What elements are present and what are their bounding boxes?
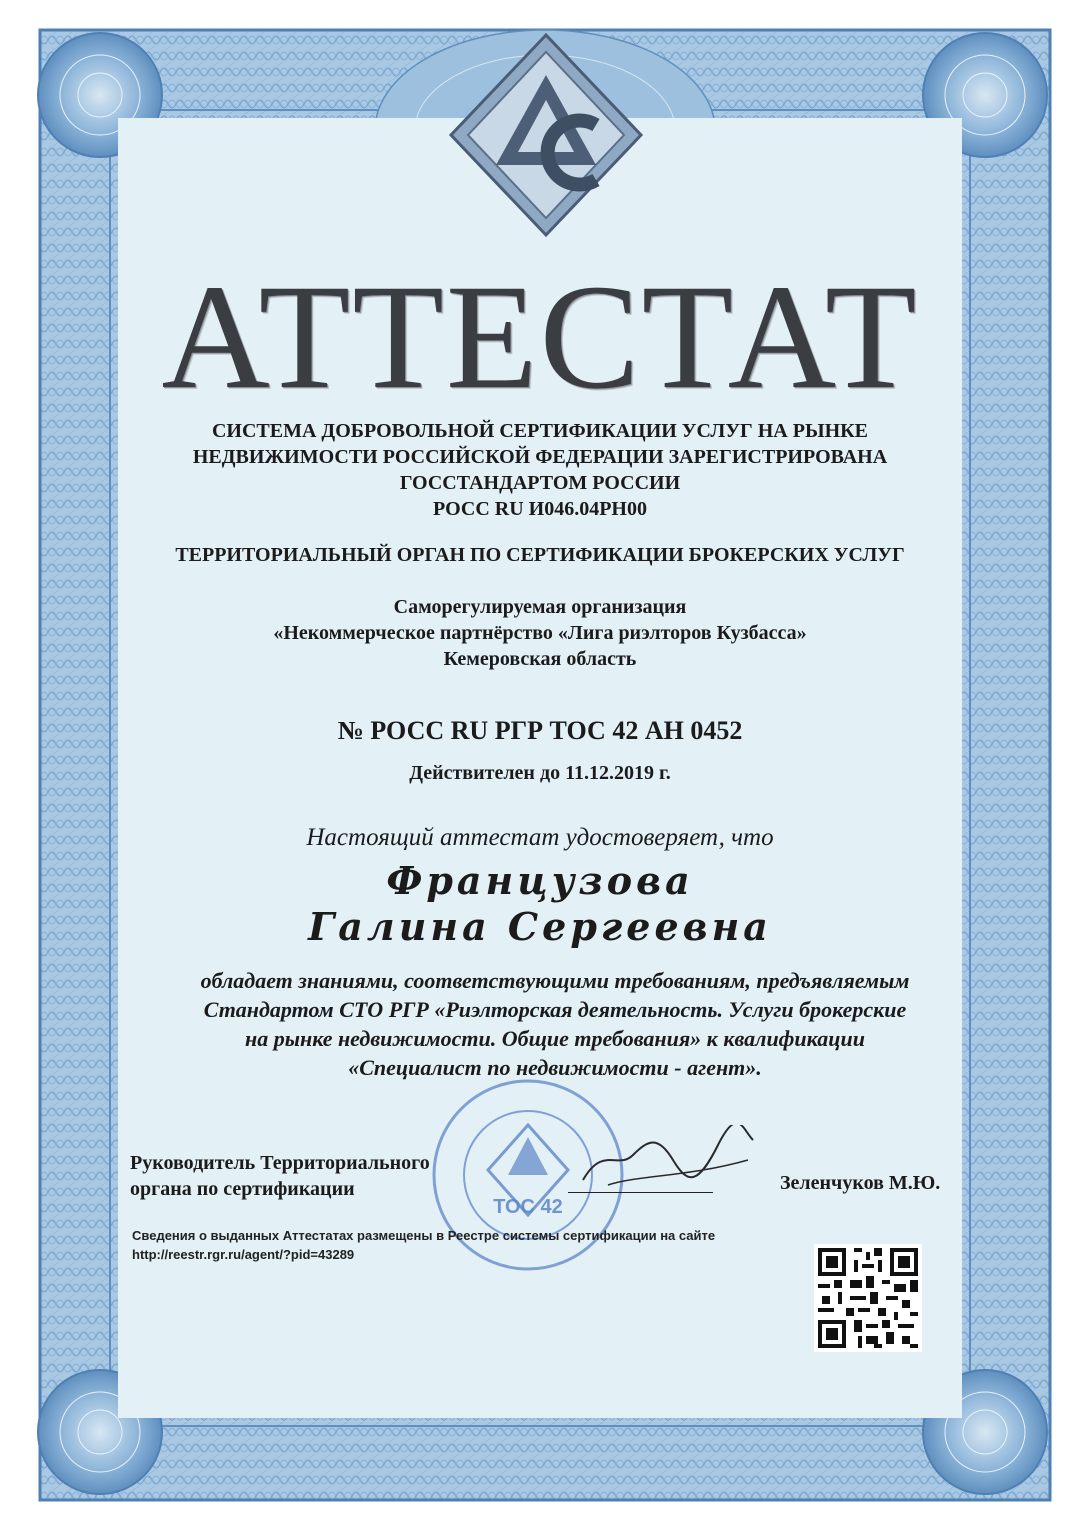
signatory-name: Зеленчуков М.Ю. [780,1172,941,1194]
body-line-2: Стандартом СТО РГР «Риэлторская деятельность. Услуги брокерские [203,997,907,1022]
valid-until: Действителен до 11.12.2019 г. [409,762,671,784]
system-line-1: СИСТЕМА ДОБРОВОЛЬНОЙ СЕРТИФИКАЦИИ УСЛУГ НА РЫНКЕ [211,420,868,442]
system-line-2: НЕДВИЖИМОСТИ РОССИЙСКОЙ ФЕДЕРАЦИИ ЗАРЕГИСТРИРОВАНА [192,446,888,468]
territorial-body: ТЕРРИТОРИАЛЬНЫЙ ОРГАН ПО СЕРТИФИКАЦИИ БРОКЕРСКИХ УСЛУГ [175,544,905,566]
organization-line-3: Кемеровская область [443,648,637,670]
handwritten-signature [578,1125,758,1195]
body-line-3: на рынке недвижимости. Общие требования» к квалификации [245,1026,865,1051]
ac-logo-icon [446,30,646,240]
holder-surname: Французова [386,858,694,903]
signature-line [568,1192,713,1193]
registry-line-1: Сведения о выданных Аттестатах размещены в Реестре системы сертификации на сайте [132,1228,716,1243]
stamp-label: ТОС 42 [493,1196,563,1218]
signatory-role-line-2: органа по сертификации [130,1178,355,1200]
organization-line-1: Саморегулируемая организация [393,596,687,618]
signatory-role [130,1150,430,1202]
system-line-3: ГОССТАНДАРТОМ РОССИИ [399,472,681,494]
signatory-role-line-1: Руководитель Территориального [130,1152,430,1174]
organization-line-2: «Некоммерческое партнёрство «Лига риэлторов Кузбасса» [273,622,807,644]
certificate-title: АТТЕСТАТ [161,254,919,420]
registry-url: http://reestr.rgr.ru/agent/?pid=43289 [132,1247,355,1262]
certificate-number: № РОСС RU РГР ТОС 42 АН 0452 [337,716,743,745]
body-line-4: «Специалист по недвижимости - агент». [348,1055,762,1080]
holder-given-names: Галина Сергеевна [308,904,772,949]
registry-note [132,1226,715,1264]
qr-code-icon [814,1244,922,1352]
system-registration-code: РОСС RU И046.04РН00 [432,498,647,520]
body-line-1: обладает знаниями, соответствующими требованиям, предъявляемым [200,968,910,993]
certifies-statement: Настоящий аттестат удостоверяет, что [306,824,774,851]
